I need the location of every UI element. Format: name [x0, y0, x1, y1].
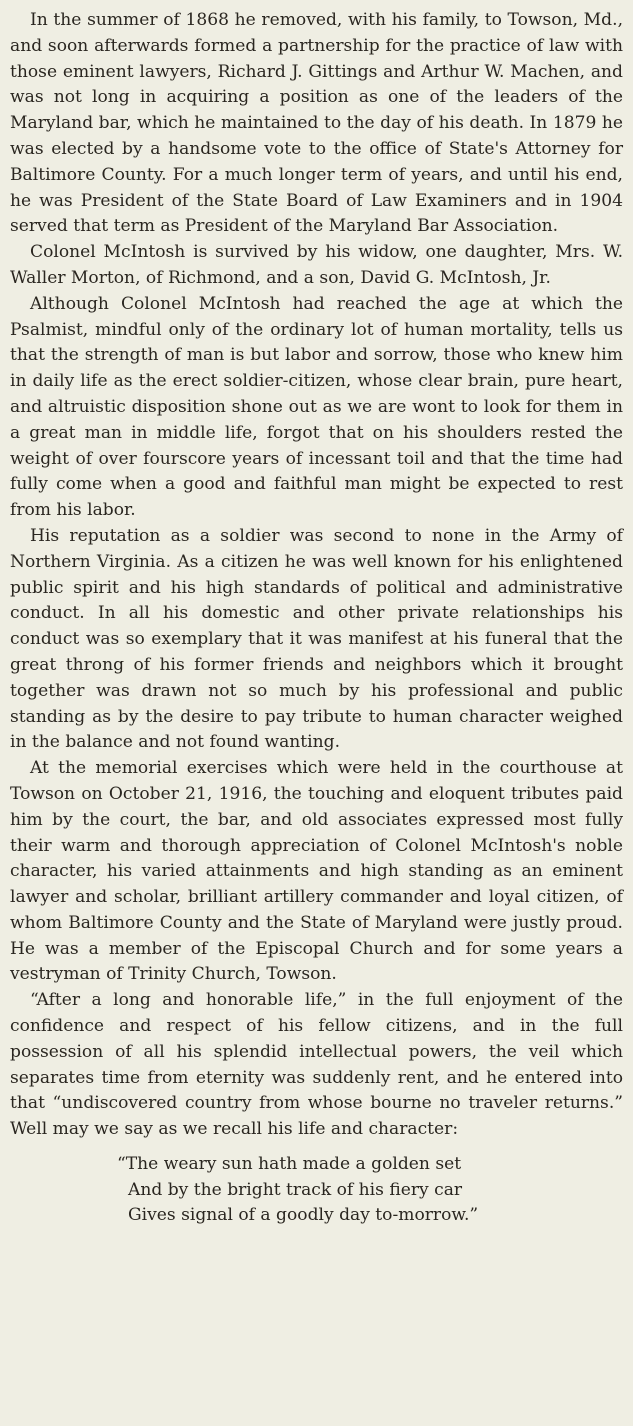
verse-line-3: Gives signal of a goodly day to-morrow.” — [128, 1205, 479, 1226]
verse-line-2: And by the bright track of his fiery car — [128, 1179, 463, 1200]
paragraph-character: Although Colonel McIntosh had reached the age at which the Psalmist, mindful only of the ordinary lot of human mortality, tells us that the strength of man is but labor and sorrow, those who knew him in daily life as the erect soldier-citizen, whose clear brain, pure heart, and altruistic disposition shone out as we are wont to look for them in a great man in middle life, forgot that on his shoulders rested the weight of over fourscore years of incessant toil and that the time had fully come when a good and faithful man might be expected to rest from his labor. — [10, 293, 623, 521]
verse-quotation — [117, 1152, 623, 1229]
paragraph-survivors: Colonel McIntosh is survived by his widow, one daughter, Mrs. W. Waller Morton, of Richmond, and a son, David G. McIntosh, Jr. — [10, 242, 623, 288]
paragraph-memorial-exercises: At the memorial exercises which were held in the courthouse at Towson on October 21, 1916, the touching and eloquent tributes paid him by the court, the bar, and old associates expressed most fully their warm and thorough appreciation of Colonel McIntosh's noble character, his varied attainments and high standing as an eminent lawyer and scholar, brilliant artillery commander and loyal citizen, of whom Baltimore County and the State of Maryland were justly proud. He was a member of the Episcopal Church and for some years a vestryman of Trinity Church, Towson. — [10, 758, 623, 985]
paragraph-removal-to-towson: In the summer of 1868 he removed, with his family, to Towson, Md., and soon afterwards formed a partnership for the practice of law with those eminent lawyers, Richard J. Gittings and Arthur W. Machen, and was not long in acquiring a position as one of the leaders of the Maryland bar, which he maintained to the day of his death. In 1879 he was elected by a handsome vote to the office of State's Attorney for Baltimore County. For a much longer term of years, and until his end, he was President of the State Board of Law Examiners and in 1904 served that term as President of the Maryland Bar Association. — [10, 10, 623, 237]
paragraph-reputation: His reputation as a soldier was second to none in the Army of Northern Virginia. As a citizen he was well known for his enlightened public spirit and his high standards of political and administrative conduct. In all his domestic and other private relationships his conduct was so exemplary that it was manifest at his funeral that the great throng of his former friends and neighbors which it brought together was drawn not so much by his professional and public standing as by the desire to pay tribute to human character weighed in the balance and not found wanting. — [10, 525, 623, 753]
verse-line-1: “The weary sun hath made a golden set — [117, 1154, 462, 1175]
paragraph-closing: “After a long and honorable life,” in the full enjoyment of the confidence and respect of his fellow citizens, and in the full possession of all his splendid intellectual powers, the veil which separates time from eternity was suddenly rent, and he entered into that “undiscovered country from whose bourne no traveler returns.” Well may we say as we recall his life and character: — [10, 990, 623, 1140]
